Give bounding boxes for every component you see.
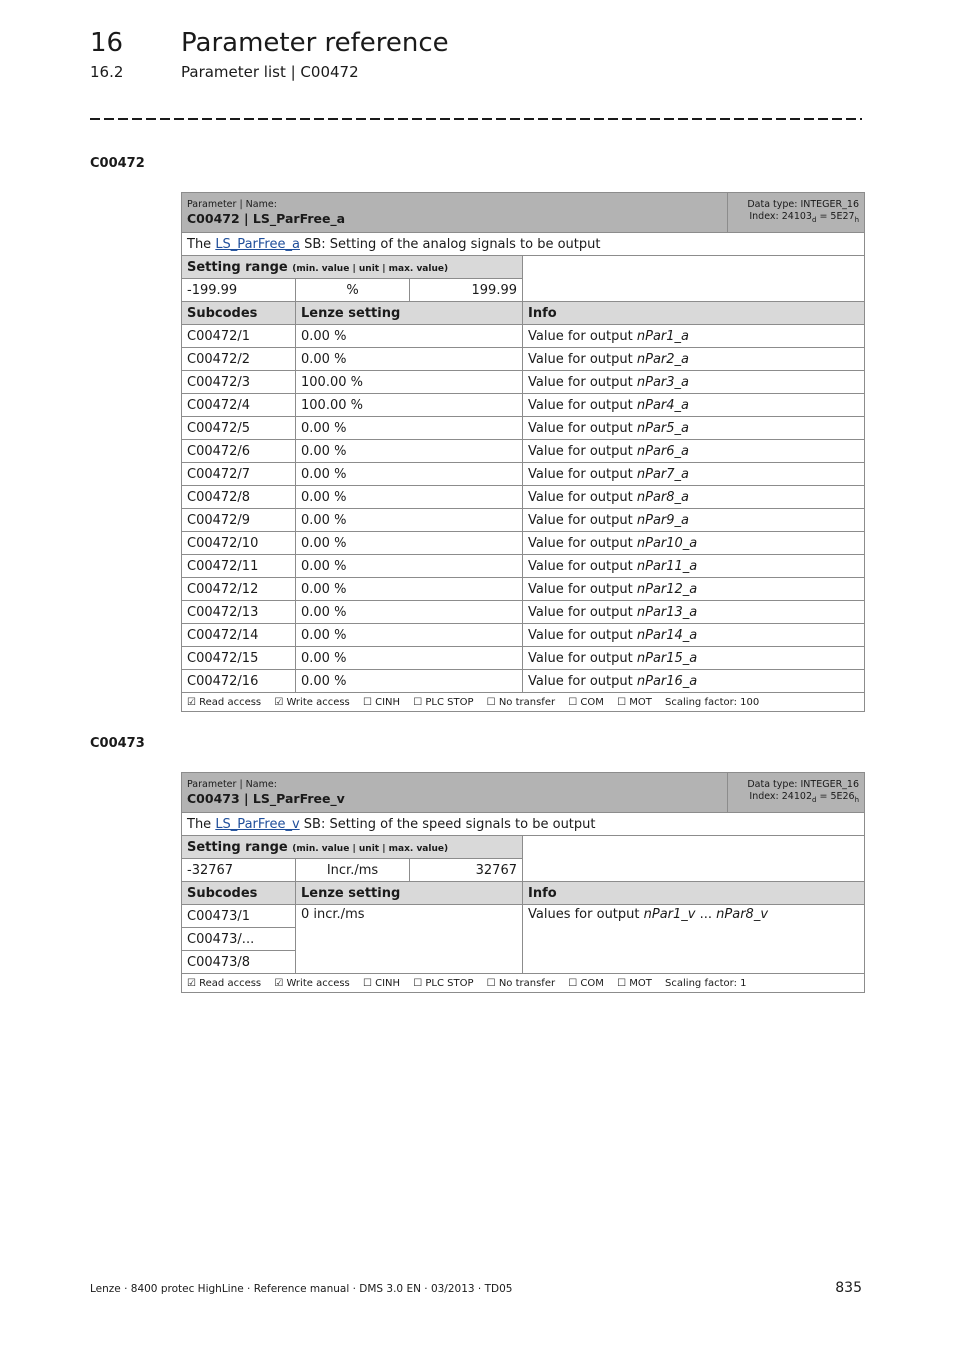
info-text: Value for output xyxy=(528,466,637,482)
info-text: Value for output xyxy=(528,673,637,689)
lenze-setting-cell: 0 incr./ms xyxy=(296,905,523,974)
com: ☐ COM xyxy=(568,977,604,989)
param-header xyxy=(182,773,728,813)
table-row xyxy=(182,486,865,509)
info-cell xyxy=(523,905,865,974)
table-row xyxy=(182,647,865,670)
page-number: 835 xyxy=(835,1280,862,1296)
read-access: ☑ Read access xyxy=(187,696,262,708)
param-table xyxy=(181,192,865,712)
sb-link[interactable]: LS_ParFree_v xyxy=(215,816,300,832)
range-max: 32767 xyxy=(410,859,523,882)
param-heading: C00472 xyxy=(90,156,145,171)
com: ☐ COM xyxy=(568,696,604,708)
index-mid: = 5E26 xyxy=(816,791,855,803)
info-cell xyxy=(523,532,865,555)
read-access: ☑ Read access xyxy=(187,977,262,989)
param-table xyxy=(181,772,865,993)
info-cell xyxy=(523,624,865,647)
lenze-setting-cell: 0.00 % xyxy=(296,578,523,601)
range-label: Setting range xyxy=(187,839,288,855)
info-text: Value for output xyxy=(528,489,637,505)
param-header-label: Parameter | Name: xyxy=(187,198,277,210)
range-max: 199.99 xyxy=(410,279,523,302)
info-text: Value for output xyxy=(528,351,637,367)
info-text: Value for output xyxy=(528,374,637,390)
lenze-setting-cell: 0.00 % xyxy=(296,348,523,371)
info-var: nPar13_a xyxy=(636,604,698,620)
index-h: h xyxy=(854,795,860,804)
plc-stop: ☐ PLC STOP xyxy=(413,696,474,708)
param-type-info xyxy=(728,773,865,813)
desc-suffix: SB: Setting of the speed signals to be output xyxy=(299,816,596,832)
index-mid: = 5E27 xyxy=(816,211,855,223)
write-access: ☑ Write access xyxy=(274,696,350,708)
info-var: nPar15_a xyxy=(636,650,698,666)
lenze-setting-cell: 0.00 % xyxy=(296,555,523,578)
subcode-cell: C00472/1 xyxy=(182,325,296,348)
subcode-cell: C00472/6 xyxy=(182,440,296,463)
subcode-cell: C00472/2 xyxy=(182,348,296,371)
subcode-cell: C00472/5 xyxy=(182,417,296,440)
info-cell xyxy=(523,486,865,509)
setting-range-label xyxy=(182,256,523,279)
info-cell xyxy=(523,463,865,486)
subcode-cell: C00473/... xyxy=(182,928,296,951)
lenze-setting-cell: 0.00 % xyxy=(296,670,523,693)
mot: ☐ MOT xyxy=(617,696,652,708)
access-footer xyxy=(182,974,865,993)
col-info: Info xyxy=(523,302,865,325)
index-d: d xyxy=(812,795,817,804)
col-subcodes: Subcodes xyxy=(182,882,296,905)
param-name: C00472 | LS_ParFree_a xyxy=(187,210,346,226)
table-row xyxy=(182,463,865,486)
info-text: Value for output xyxy=(528,627,637,643)
subcode-cell: C00472/4 xyxy=(182,394,296,417)
subcode-cell: C00472/15 xyxy=(182,647,296,670)
info-cell xyxy=(523,578,865,601)
table-row xyxy=(182,348,865,371)
info-text: Value for output xyxy=(528,604,637,620)
setting-range-label xyxy=(182,836,523,859)
info-text: Value for output xyxy=(528,420,637,436)
info-var: nPar6_a xyxy=(636,443,689,459)
info-text: Value for output xyxy=(528,512,637,528)
table-row xyxy=(182,555,865,578)
cinh: ☐ CINH xyxy=(362,696,401,708)
param-name: C00473 | LS_ParFree_v xyxy=(187,790,345,806)
subcode-cell: C00472/13 xyxy=(182,601,296,624)
scaling-factor: Scaling factor: 1 xyxy=(665,977,747,989)
access-footer xyxy=(182,693,865,712)
param-header-label: Parameter | Name: xyxy=(187,778,277,790)
info-cell xyxy=(523,394,865,417)
col-lenze-setting: Lenze setting xyxy=(296,882,523,905)
param-description xyxy=(182,233,865,256)
data-type: Data type: INTEGER_16 xyxy=(747,779,860,791)
subcode-cell: C00473/8 xyxy=(182,951,296,974)
desc-suffix: SB: Setting of the analog signals to be output xyxy=(299,236,601,252)
info-mid: ... xyxy=(695,907,717,922)
info-cell xyxy=(523,509,865,532)
info-var: nPar9_a xyxy=(636,512,689,528)
index-prefix: Index: 24103 xyxy=(749,211,812,223)
info-var: nPar10_a xyxy=(636,535,698,551)
lenze-setting-cell: 0.00 % xyxy=(296,601,523,624)
info-cell xyxy=(523,647,865,670)
lenze-setting-cell: 0.00 % xyxy=(296,417,523,440)
lenze-setting-cell: 0.00 % xyxy=(296,509,523,532)
info-cell xyxy=(523,440,865,463)
range-note: (min. value | unit | max. value) xyxy=(292,843,449,854)
info-cell xyxy=(523,670,865,693)
cinh: ☐ CINH xyxy=(362,977,401,989)
table-row xyxy=(182,601,865,624)
subcode-cell: C00472/14 xyxy=(182,624,296,647)
section-number: 16.2 xyxy=(90,63,124,81)
param-type-info xyxy=(728,193,865,233)
subcode-cell: C00472/3 xyxy=(182,371,296,394)
info-var: nPar11_a xyxy=(636,558,698,574)
table-row xyxy=(182,371,865,394)
info-var: nPar8_a xyxy=(636,489,689,505)
index-h: h xyxy=(854,215,859,224)
write-access: ☑ Write access xyxy=(274,977,350,989)
range-empty-cell xyxy=(523,256,865,302)
subcode-cell: C00472/7 xyxy=(182,463,296,486)
lenze-setting-cell: 100.00 % xyxy=(296,371,523,394)
chapter-title: Parameter reference xyxy=(181,28,449,58)
col-info: Info xyxy=(523,882,865,905)
range-min: -32767 xyxy=(182,859,296,882)
info-var-end: nPar8_v xyxy=(716,907,769,922)
info-var: nPar5_a xyxy=(636,420,689,436)
table-row xyxy=(182,325,865,348)
info-cell xyxy=(523,325,865,348)
subcode-cell: C00472/10 xyxy=(182,532,296,555)
table-row xyxy=(182,624,865,647)
chapter-number: 16 xyxy=(90,28,124,58)
data-type: Data type: INTEGER_16 xyxy=(747,199,859,211)
table-row xyxy=(182,417,865,440)
info-var: nPar12_a xyxy=(636,581,698,597)
param-header xyxy=(182,193,728,233)
table-row xyxy=(182,670,865,693)
subcode-cell: C00472/16 xyxy=(182,670,296,693)
table-row xyxy=(182,394,865,417)
desc-prefix: The xyxy=(187,236,216,252)
col-subcodes: Subcodes xyxy=(182,302,296,325)
range-unit: Incr./ms xyxy=(296,859,410,882)
info-var: nPar7_a xyxy=(636,466,689,482)
subcode-cell: C00473/1 xyxy=(182,905,296,928)
info-var: nPar3_a xyxy=(636,374,689,390)
subcode-cell: C00472/8 xyxy=(182,486,296,509)
info-text: Value for output xyxy=(528,443,637,459)
lenze-setting-cell: 0.00 % xyxy=(296,463,523,486)
no-transfer: ☐ No transfer xyxy=(486,696,556,708)
info-var: nPar2_a xyxy=(636,351,689,367)
info-text: Value for output xyxy=(528,535,637,551)
plc-stop: ☐ PLC STOP xyxy=(413,977,474,989)
lenze-setting-cell: 0.00 % xyxy=(296,647,523,670)
info-text: Value for output xyxy=(528,581,637,597)
subcode-cell: C00472/11 xyxy=(182,555,296,578)
range-min: -199.99 xyxy=(182,279,296,302)
table-row xyxy=(182,532,865,555)
table-row xyxy=(182,578,865,601)
info-var: nPar1_a xyxy=(636,328,689,344)
range-note: (min. value | unit | max. value) xyxy=(292,263,449,274)
info-text: Value for output xyxy=(528,397,637,413)
header-divider xyxy=(90,118,862,120)
info-var: nPar14_a xyxy=(636,627,698,643)
info-cell xyxy=(523,417,865,440)
lenze-setting-cell: 100.00 % xyxy=(296,394,523,417)
lenze-setting-cell: 0.00 % xyxy=(296,532,523,555)
desc-prefix: The xyxy=(187,816,216,832)
no-transfer: ☐ No transfer xyxy=(486,977,556,989)
info-var-start: nPar1_v xyxy=(643,907,696,922)
subcode-cell: C00472/12 xyxy=(182,578,296,601)
info-cell xyxy=(523,371,865,394)
range-empty-cell xyxy=(523,836,865,882)
range-label: Setting range xyxy=(187,259,288,275)
index-d: d xyxy=(811,215,817,224)
info-var: nPar4_a xyxy=(636,397,689,413)
section-title: Parameter list | C00472 xyxy=(181,63,359,81)
col-lenze-setting: Lenze setting xyxy=(296,302,523,325)
info-cell xyxy=(523,601,865,624)
range-unit: % xyxy=(296,279,410,302)
info-var: nPar16_a xyxy=(636,673,698,689)
lenze-setting-cell: 0.00 % xyxy=(296,440,523,463)
mot: ☐ MOT xyxy=(617,977,652,989)
sb-link[interactable]: LS_ParFree_a xyxy=(215,236,300,252)
info-cell xyxy=(523,555,865,578)
table-row xyxy=(182,509,865,532)
info-cell xyxy=(523,348,865,371)
scaling-factor: Scaling factor: 100 xyxy=(665,696,760,708)
info-prefix: Values for output xyxy=(528,907,644,922)
index-prefix: Index: 24102 xyxy=(749,791,812,803)
table-row xyxy=(182,440,865,463)
param-description xyxy=(182,813,865,836)
page-footer-text: Lenze · 8400 protec HighLine · Reference manual · DMS 3.0 EN · 03/2013 · TD05 xyxy=(90,1283,513,1295)
info-text: Value for output xyxy=(528,650,637,666)
info-text: Value for output xyxy=(528,558,637,574)
info-text: Value for output xyxy=(528,328,637,344)
lenze-setting-cell: 0.00 % xyxy=(296,325,523,348)
subcode-cell: C00472/9 xyxy=(182,509,296,532)
param-heading: C00473 xyxy=(90,736,145,751)
lenze-setting-cell: 0.00 % xyxy=(296,486,523,509)
lenze-setting-cell: 0.00 % xyxy=(296,624,523,647)
